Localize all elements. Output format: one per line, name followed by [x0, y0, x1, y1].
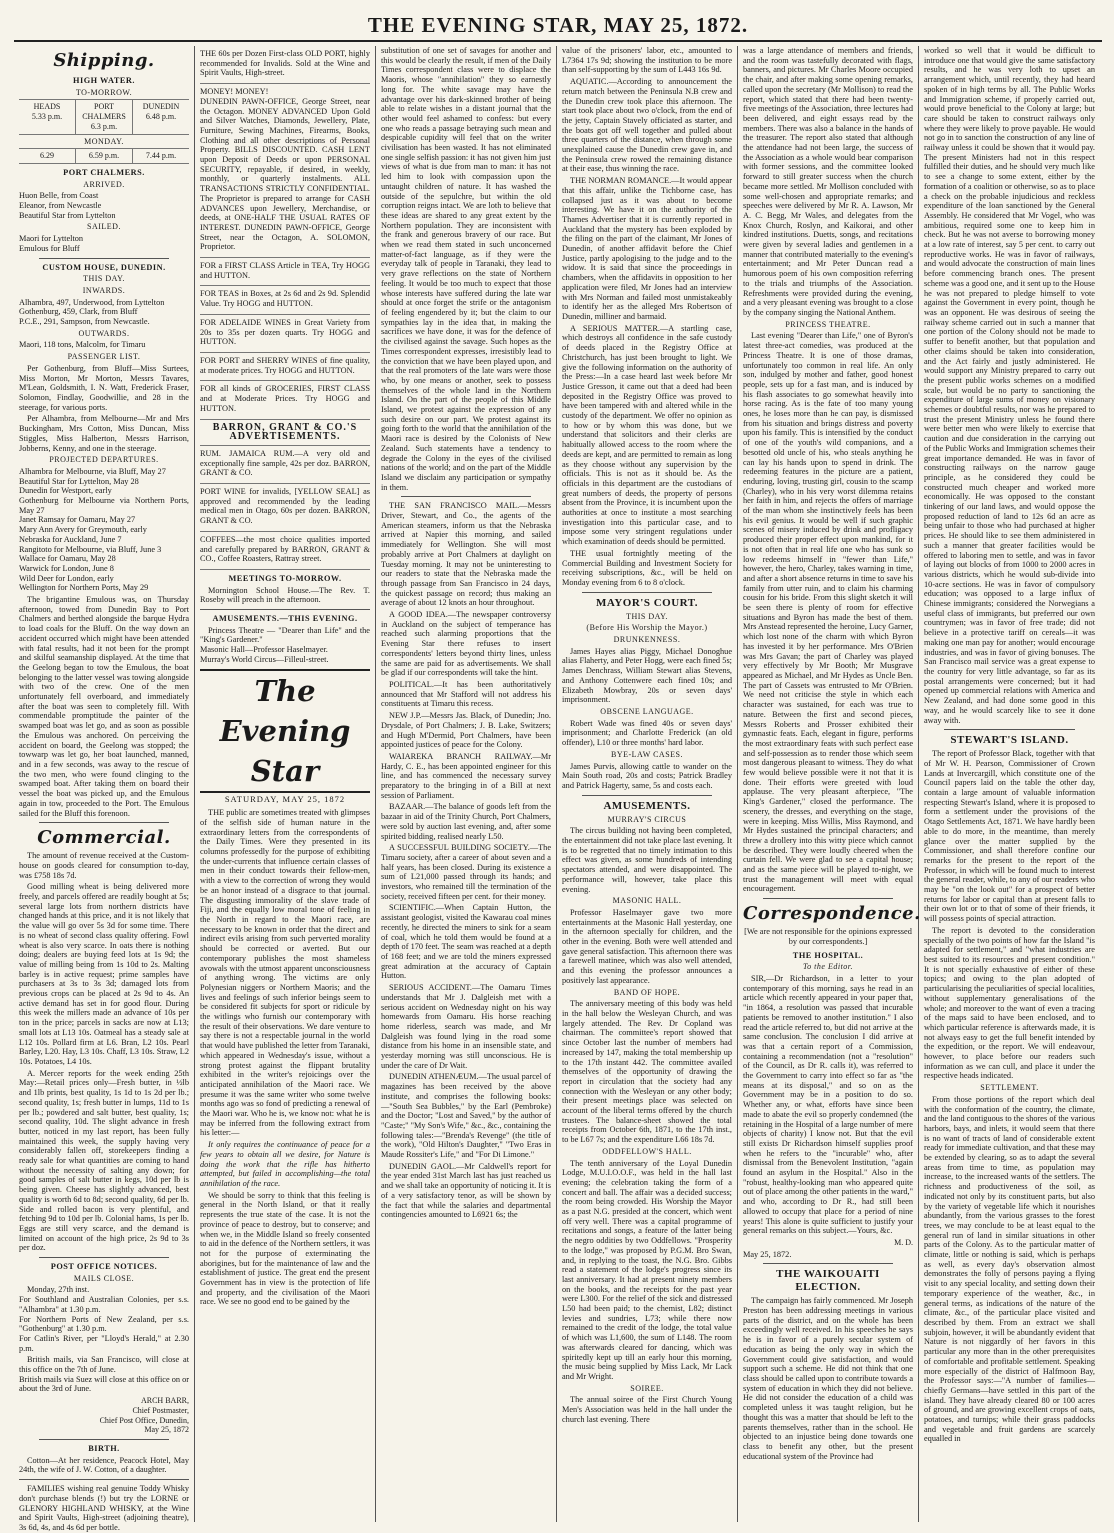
election-paragraph: The campaign has fairly commenced. Mr Joseph Preston has been addressing meetings in various parts of the district, and on the whole has been exceedingly well received. In his speeches he says he is in favor of a purely secular system of education as being the only way in which the Government could give satisfaction, and would support such a scheme. He did not think that one class should be called upon to contribute towards a system of education in which they did not believe. He did not consider the education of a child was completed unless it was taught religion, but he thought this was a matter that should be left to the parents themselves, rather than in the school. He objected to an injustice being done towards one class to benefit any other, but the present educational system of the Province had: [743, 1296, 913, 1461]
advertisement: FOR all kinds of GROCERIES, FIRST CLASS and at Moderate Prices. Try HOGG and HUTTON.: [200, 381, 370, 419]
customs-subheading: THIS DAY.: [83, 274, 125, 284]
birth-heading: BIRTH.: [88, 1444, 120, 1453]
advertisement: FOR PORT and SHERRY WINES of fine quality, at moderate prices. Try HOGG and HUTTON.: [200, 353, 370, 381]
article-paragraph: DUNEDIN ATHENÆUM.—The usual parcel of magazines has been received by the above institute, and comprises the following books:—"South Sea Bubbles," by the Earl (Pembroke) and the Doctor; "Lost and Saved," by the author of "Caste;" "My Son's Wife," &c., &c., containing the following tales:—"Brenda's Revenge" (the title of the work), "Old Hilton's Daughter," "Two Eras in Maude Rossiter's Life," and "For Di Limone.": [381, 1072, 551, 1160]
high-water-subheading: TO-MORROW.: [75, 87, 133, 97]
inwards-heading: INWARDS.: [82, 285, 126, 295]
circus-heading: MURRAY'S CIRCUS: [607, 814, 687, 824]
amusements-section-heading: AMUSEMENTS.: [603, 799, 691, 812]
arrived-list: Huon Belle, from Coast Eleanor, from Newcastle Beautiful Star from Lyttelton: [19, 191, 116, 220]
settlement-paragraph: From those portions of the report which deal with the conformation of the country, the climate, and the land contiguous to the shores of the various harbors, bays, and inlets, it would seem that there is no want of tracts of land of considerable extent ready for immediate cultivation, and that these may be extended by clearing, so as to adapt the several areas from time to time, as population may increase, to the increased wants of the settlers. The richness and productiveness of the soil, as indicated not only by its constituent parts, but also by the variety of vegetable life which it nourishes abundantly, from the various grasses to the forest trees, we may conclude to be at least equal to the general run of land in similar situations in other parts of the Colony. As to the particular matter of climate, little or nothing is said, which is perhaps as well, as every day's observation almost demonstrates the folly of persons paying a flying visit to any special locality, and setting down their temporary experience of the weather, &c., in general terms, as indications of the nature of the climate, &c., of the particular place visited and described by them. From an extract we shall subjoin, however, it will be abundantly evident that Nature is not niggardly of her favors in this particular any more than in the other prerequisites of comfortable and profitable settlement. Speaking more especially of the district of Halfmoon Bay, the Professor says:—"A number of families—chiefly Germans—have settled in this part of the island. They have already cleared 80 or 100 acres of ground, and are growing excellent crops of oats, potatoes, and turnips; while their grass paddocks and vegetable and fruit gardens are scarcely equalled in: [924, 1094, 1095, 1444]
emulous-paragraph: The brigantine Emulous was, on Thursday afternoon, towed from Dunedin Bay to Port Chalmers and berthed alongside the barque Hydra to load coals for the Bluff. On the way down an accident occurred which might have been attended with fatal results, had it not been for the prompt and skilful seamanship displayed. At the time that the Geelong began to tow the Emulous, the boat belonging to the latter vessel was towing alongside with two of the crew. One of the men unfortunately fell overboard, and immediately after the boat was seen to completely fill. With commendable promptitude the painter of the swamped boat was let go, and as soon as possible the Emulous was anchored. On perceiving the accident on board, the Geelong was stopped; the towwarp was let go, her boat launched, manned, and in a few seconds, was away to the rescue of the two men, who were found clinging to the swamped boat. After taking them on board their vessel the boat was picked up, and the Emulous again in tow, proceeded to the Port. The Emulous sailed for the Bluff this forenoon.: [19, 595, 189, 818]
letter-date: May 25, 1872.: [743, 1249, 792, 1259]
post-office-signature: ARCH BARR, Chief Postmaster, Chief Post Office, Dunedin, May 25, 1872: [99, 1396, 189, 1435]
outwards-heading: OUTWARDS.: [78, 328, 130, 338]
amusements-heading: AMUSEMENTS.—THIS EVENING.: [212, 614, 358, 624]
article-paragraph: substitution of one set of savages for another and this would be clearly the result, if men of the Daily Times correspondent class were to displace the Maoris, whose "annihilation" they so earnestly long for. The white savage may have the advantage over his dark-skinned brother of being able to relate wishes in a distant journal that the other would feel ashamed to confess: but every one who reads a passage betraying such mean and despicable cupidity will feel that on the writer civilisation has been wasted. It has not eliminated one single selfish passion: it has not given him just views of what is due from man to man: it has not led him to look with compassion upon the untaught children of nature. It has washed the outside of the sepulchre, but within the old corruption reigns intact. We are loth to believe that these ideas are shared to any great extent by the Northern population. They are inconsistent with the frank and generous bravery of our race. But when we read them stated in such unconcerned matter-of-fact language, as if they were the everyday talk of people in Taranaki, they lead to very grave reflections on the state of Northern feeling. It would be too much to expect that those whose interests have suffered during the late war should at once forget the strife or the antagonism of feeling engendered by it; but the claim to our sympathies lay in the idea that, in making the sacrifices we have done, it was for the defence of the civilised against the savage. Such hopes as the Times correspondent expresses, irresistibly lead to the conviction that we have been played upon, and that the real promoters of the late wars were those who, by one means or another, seek to possess themselves of the whole land in the Northern Island. On the part of the people of this Middle Island, we protest against the expression of any such desire on our part. We protest against its going forth to the world that the annihilation of the Maori race is desired by the Colonists of New Zealand. Such statements have a tendency to degrade the Colony in the eyes of the civilised nations of the world; and on the part of the Middle Island we disclaim any participation or sympathy in them.: [381, 46, 551, 492]
article-paragraph: A GOOD IDEA.—The newspaper controversy in Auckland on the subject of temperance has reached such alarming proportions that the Evening Star there refuses to insert correspondents' letters beyond thirty lines, unless the same are paid for as advertisements. We shall be glad if our correspondents will take the hint.: [381, 610, 551, 678]
article-paragraph: POLITICAL.—It has been authoritatively announced that Mr Stafford will not address his constituents at Timaru this recess.: [381, 680, 551, 709]
tide-table: [19, 99, 189, 134]
advertisement: FOR a FIRST CLASS Article in TEA, Try HOGG and HUTTON.: [200, 258, 370, 286]
hospital-heading: THE HOSPITAL.: [792, 950, 864, 960]
article-paragraph: THE SAN FRANCISCO MAIL.—Messrs Driver, Stewart, and Co., the agents of the American steamers, inform us that the Nebraska arrived at Napier this morning, and sailed immediately for Wellington. She will most probably arrive at Port Chalmers at daylight on Tuesday morning. It may not be uninteresting to our readers to state that the Nebraska made the through passage from San Francisco in 24 days, the quickest passage on record; thus making an average of about 12 knots an hour throughout.: [381, 501, 551, 608]
article-paragraph: THE usual fortnightly meeting of the Commercial Building and Investment Society for receiving subscriptions, &c., will be held on Monday evening from 6 to 8 o'clock.: [562, 548, 732, 587]
theatre-paragraph: Last evening "Dearer than Life," one of Byron's latest three-act comedies, was produced at the Princess Theatre. It is one of those dramas, unfortunately too common in real life. An only son, indulged by mother and father, good honest people, sets up for a fast man, and is induced by his flash associates to go somewhat heavily into horse racing. As is the fate of too many young ones, he loses more than he can pay, is dismissed from his situation and brings distress and poverty upon his family. This is intensified by the conduct of one of the youth's wild companions, and a besotted old uncle of his, who steals anything he can lay his hands upon to spend in drink. The redeeming features in the picture are a patient, enduring, loving, trusting girl, cousin to the scamp (Charley), who in his very worst dilemma retains her faith in him, and rejects the offers of marriage of the man whom she instinctively feels has been his evil genius. It would be well if such graphic scenes of misery induced by drink and profligacy produced their proper effect upon mankind, for it is not often that in real life one who has sunk so low redeems himself in "fewer than Life," however, the hero, Charley, takes warning in time, and after a short absence returns in time to save his family from utter ruin, and to claim his charming cousin for his bride. From this slight sketch it will be seen there is plenty of room for effective situations and Byron has made the best of them. Mrs Anstead represented the heroine, Lucy Garner, which lost none of the charm with which Byron has invested it by her performance. Mrs O'Brien was Mrs Gavan; the part of Charley was played very effectively by Mr Booth; Mr Musgrave appeared as Michael, and Mr Hydes as Uncle Ben. The part of Cassets was entrusted to Mr O'Brien. We need not criticise the style in which each character was sustained, for each was true to nature. Between the first and second pieces, Messrs Roberts and Prosser exhibited their gymnastic feats. Each, elegant in figure, performs the most extraordinary feats with such perfect ease and self-possession as to render those which seem most dangerous pleasant to witness. They do what few would believe possible were it not that it is done. Their efforts were greeted with loud applause. The very pleasant afterpiece, "The King's Gardener," closed the performance. The scenery, the dresses, and everything on the stage, were in keeping. Miss Willis, Miss Raymond, and Mr Hydes sustained the principal characters; and threw a drollery into this witty piece which cannot be described. They were loudly cheered when the curtain fell. We were glad to see a capital house; and as the same piece will be played to-night, we trust the management will meet with equal encouragement.: [743, 331, 913, 894]
court-paragraph: James Hayes alias Piggy, Michael Donoghue alias Flaherty, and Peter Hogg, were each fined 5s; James Denchrass, William Stewart alias Stevens, and Anthony Cottenwere each fined 10s; and Elizabeth Mowbray, 20s or seven days' imprisonment.: [562, 646, 732, 705]
masonic-heading: MASONIC HALL.: [612, 896, 682, 906]
sailed-list: Maori for Lyttelton Emulous for Bluff: [19, 234, 84, 253]
arrived-heading: ARRIVED.: [83, 179, 125, 189]
amusements-text: Princess Theatre — "Dearer than Life" and the "King's Gardener." Masonic Hall—Professor Haselmayer. Murray's World Circus—Filleul-street.: [200, 625, 370, 664]
advertisement: COFFEES—the most choice qualities imported and carefully prepared by BARRON, GRANT & CO., Coffee Roasters, Rattray street.: [200, 532, 370, 570]
column-1: [14, 46, 195, 1532]
amusement-paragraph: The annual soiree of the First Church Young Men's Association was held in the hall under the church last evening. There: [562, 1395, 732, 1424]
column-2: [195, 46, 376, 1522]
dateline: SATURDAY, MAY 25, 1872: [224, 793, 346, 804]
tide-cell: 6.29: [40, 151, 54, 161]
projected-heading: PROJECTED DEPARTURES.: [49, 455, 159, 465]
letter-paragraph: SIR,—Dr Richardson, in a letter to your contemporary of this morning, says he read in an article which recently appeared in your paper that, "in 1864, a resolution was passed that incurable patients be removed to another institution." I also read the article referred to, but did not arrive at the same conclusion. The conclusion I did arrive at was that a certain report of a Commission, containing a recommendation (not a "resolution" of the Council, as Dr R. calls it), was referred to the Government to carry into effect so far as "the means at its disposal," and so on as the Government may be in a position to do so. Whether any, or what, efforts have since been made to abate the evil so properly condemned (the retaining in the Hospital of a large number of mere objects of charity) I know not. But that the evil still exists Dr Richardson himself supplies proof when he refers to the "incurable" who, after dismissal from the Benevolent Institution, "again found an asylum in the Hospital." Also in the "robust, healthy-looking man who appeared quite out of place among the other patients in the ward," and who, according to Dr R., had still been allowed to occupy that place for a period of nine years! This alone is quite sufficient to justify your general remarks on this subject.—Yours, &c.: [743, 973, 913, 1236]
court-paragraph: Robert Wade was fined 40s or seven days' imprisonment; and Charlotte Frederick (an old offender), L10 or three months' hard labor.: [562, 718, 732, 748]
stewarts-island-heading: STEWART'S ISLAND.: [950, 734, 1069, 747]
drunkenness-heading: DRUNKENNESS.: [613, 635, 681, 645]
families-advertisement: FAMILIES wishing real genuine Toddy Whisky don't purchase blends (!) but try the LORNE or GLENORY HIGHLAND WHISKY, at the Wine and Spirit Vaults, High-street (adjoining theatre), 3s 6d, 4s, and 4s 6d per bottle.: [19, 1484, 189, 1532]
amusement-paragraph: The circus building not having been completed, the entertainment did not take place last evening. It is to be regretted that no timely intimation to this effect was given, as some hundreds of intending spectators attended, and were disappointed. The performance will, however, take place this evening.: [562, 826, 732, 894]
leader-paragraph: THE public are sometimes treated with glimpses of the selfish side of human nature in the extraordinary letters from the correspondents of the Daily Times. Were they presented in its columns professedly for the purpose of exhibiting the under-currents that influence certain classes of men in their conduct towards their fellow-men, with a view to the correction of wrong they would be an honor instead of a disgrace to that journal. The disgusting immorality of the slave trade of Fiji, and the equally low moral tone of feeling in the North in regard to the Maori race, are necessary to be known in order that the direct and indirect evils arising from such perverted morality should be corrected or averted. But our contemporary publishes the most shameless avowals with the utmost apparent unconsciousness of anything wrong. The victims are only Polynesian niggers or Northern Maoris; and the lives and feelings of such inferior beings seem to be considered fit subjects for sport or ridicule by the witlings who furnish our contemporary with the result of their observations. We dare venture to say there is not a respectable journal in the world that would have published the letter from Taranaki, which appeared in Wednesday's issue, without a strong protest against the flippant brutality exhibited in the writer's rejoicings over the anticipated annihilation of the Maori race. We presume it was the same writer who some twelve months ago was so fond of predicting a renewal of the Maori war. Who he is, we know not: what he is may be inferred from the following extract from his letter:—: [200, 808, 370, 1138]
columns: [14, 46, 1102, 1532]
customs-heading: CUSTOM HOUSE, DUNEDIN.: [42, 262, 166, 272]
oddfellows-heading: ODDFELLOW'S HALL.: [602, 1146, 692, 1156]
high-water-heading: HIGH WATER.: [73, 76, 135, 85]
court-subheading: THIS DAY.: [626, 611, 668, 621]
commercial-paragraph: The amount of revenue received at the Custom-house on goods cleared for consumption to-day, was £758 18s 7d.: [19, 851, 189, 880]
advertisement: BARRON, GRANT & CO.'S ADVERTISEMENTS.: [200, 420, 370, 446]
waikouaiti-heading: THE WAIKOUAITI ELECTION.: [776, 1268, 880, 1294]
shipping-heading: Shipping.: [53, 50, 155, 71]
commercial-paragraph: A. Mercer reports for the week ending 25th May:—Retail prices only—Fresh butter, in ½lb and 1lb prints, best quality, 1s 1d to 1s 2d per lb.; second quality, 1s; fresh butter in lumps, 11d to 1s per lb.; powdered and salt butter, best quality, 1s; second quality, 10d. The slight advance in fresh butter, noticed in my last report, has been fully maintained this week, the supply having very considerably fallen off, storekeepers finding a ready sale for what quantities are coming to hand without the necessity of salting any down; for good samples of salt butter in kegs, 10d per lb is being given. Cheese has slightly advanced, best quality is worth 6d to 8d; second quality, 6d per lb. Side and rolled bacon is very plentiful, and fetching 9d to 10d per lb. Colonial hams, 1s per lb. Eggs are still very scarce, and the demand is limited on account of the high price, 2s 9d to 3s per doz.: [19, 1068, 189, 1253]
advertisement: FOR TEAS in Boxes, at 2s 6d and 2s 9d. Splendid Value. Try HOGG and HUTTON.: [200, 286, 370, 314]
passenger-paragraph: Per Alhambra, from Melbourne—Mr and Mrs Buckingham, Mrs Cotton, Miss Duncan, Miss Stiggles, Miss Halberton, Messrs Harrison, Jobberns, Kenny, and one in the steerage.: [19, 414, 189, 453]
settlement-heading: SETTLEMENT.: [980, 1083, 1039, 1093]
article-paragraph: NEW J.P.—Messrs Jas. Black, of Dunedin; Jno. Drysdale, of Port Chalmers; J. B. Lake, Switzers; and Hugh M'Dermid, Port Chalmers, have been appointed justices of peace for the Colony.: [381, 711, 551, 750]
monday-tide-table: [19, 148, 189, 164]
article-paragraph: was a large attendance of members and friends, and the room was tastefully decorated with flags, banners, and pictures. Mr Charles Moore occupied the chair, and after making some opening remarks, called upon the secretary (Mr Mollison) to read the report, which stated that there had been twenty-five meetings of the Association, three lectures had been delivered, and eight essays read by the members. There was also a balance in the hands of the treasurer. The report also stated that although the attendance had not been large, the success of the Association as a whole would bear comparison with former sessions, and the committee looked forward to still greater success when the church became more settled. Mr Mollison concluded with some well-chosen and appropriate remarks; and speeches were delivered by Mr R. A. Lawson, Mr A. C. Begg, Mr Wales, and delegates from the Knox Church, Roslyn, and Kaikorai, and other kindred institutions. Duetts, songs, and recitations were given by several ladies and gentlemen in a manner that contributed materially to the evening's entertainment; and Mr Peter Duncan read a humorous poem of his own composition referring to the trials and triumphs of the Association. Refreshments were provided during the evening, and a very pleasant evening was brought to a close by the company singing the National Anthem.: [743, 46, 913, 317]
passenger-paragraph: Per Gothenburg, from Bluff—Miss Surtees, Miss Morton, Mr Morton, Messrs Tavares, M'Lean, Goldsmith, I. N. Watt, Frederick Fraser, Solomon, Findlay, Goodwillie, and 28 in the steerage, for various ports.: [19, 363, 189, 412]
obscene-heading: OBSCENE LANGUAGE.: [600, 707, 694, 716]
outwards-list: Maori, 118 tons, Malcolm, for Timaru: [19, 340, 146, 350]
article-paragraph: A SUCCESSFUL BUILDING SOCIETY.—The Timaru society, after a career of about seven and a half years, has been closed. During its existence a sum of L21,000 passed through its hands; and investors, who remained till the termination of the society, received fifteen per cent. for their money.: [381, 843, 551, 901]
soiree-heading: SOIREE.: [630, 1383, 664, 1393]
amusement-paragraph: Professor Haselmayer gave two more entertainments at the Masonic Hall yesterday, one in the afternoon specially for children, and the other in the evening. Both were well attended and gave general satisfaction. This afternoon there was a farewell matinee, which was also well attended, and this evening the professor announces a positively last appearance.: [562, 907, 732, 985]
column-3: [376, 46, 557, 1522]
article-paragraph: SCIENTIFIC.—When Captain Hutton, the assistant geologist, visited the Kawarau coal mines recently, he directed the miners to sink for a seam of coal, which he told them would be found at a depth of 170 feet. The seam was reached at a depth of 168 feet; and we are told the miners expressed great admiration at the accuracy of Captain Hutton.: [381, 903, 551, 981]
article-paragraph: A SERIOUS MATTER.—A startling case, which destroys all confidence in the safe custody of deeds placed in the Registry Office at Christchurch, has just been brought to light. We give the following information on the authority of the Press:—In a case heard last week before Mr Justice Gresson, it came out that a deed had been deposited in the Registry Office was proved to have been tampered with and altered while in the custody of the department. We offer no opinion as to how or by whom this was done, but we understand that solicitors and their clerks are habitually allowed access to the room where the deeds are kept, and are permitted to remain as long as they choose without any supervision by the officials. This is not as it should be. As the officials in this department are the custodians of great numbers of deeds, the property of persons absent from the Province, it is incumbent upon the authorities at once to institute a most searching investigation into this particular case, and to impose some very stringent regulations under which examination of deeds should be permitted.: [562, 323, 732, 547]
post-office-subheading: MAILS CLOSE.: [73, 1273, 135, 1283]
correspondence-heading: Correspondence.: [743, 903, 921, 925]
amusement-paragraph: The tenth anniversary of the Loyal Dunedin Lodge, M.U.I.O.O.F., was held in the hall last evening; the celebration taking the form of a concert and ball. The affair was a decided success; the room being crowded. His Worship the Mayor as a past N.G. presided at the concert, which went off very well. There was a capital programme of recitations and songs, a feature of the latter being the negro oddities by two Oddfellows. "Prosperity to the lodge," was proposed by P.G.M. Bro Swan, and, in replying to the toast, the N.G. Bro. Gibbs read a statement of the lodge's progress since its last anniversary. It had at present ninety members on the books, and the receipts for the past year were L300. For the relief of the sick and distressed L50 had been paid; to the chemist, L82; distinct levies and sundries, L73; while there now remained to the credit of the lodge, the total value of which was L1,600, the sum of L148. The room was afterwards cleared for dancing, which was spiritedly kept up till an early hour this morning, the music being supplied by Miss Lack, Mr Lack and Mr Wright.: [562, 1158, 732, 1381]
tide-cell: HEADS 5.33 p.m.: [31, 102, 63, 122]
article-paragraph: worked so well that it would be difficult to introduce one that would give the same satisfactory results, and he was very loth to upset an arrangement which, until recently, they had heard spoken of in high terms by all. The Public Works and Immigration scheme, if properly carried out, would prove beneficial to the Colony at large; but care should be taken to construct railways only where they were likely to prove payable. He would not go in to sanction the construction of any line of railway unless it could be shown that it would pay. The present Ministers had not in this respect fulfilled their duties, and he should very much like to see a change to some extent, either by the formation of a coalition or otherwise, so as to place a check on the probable injudicious and reckless expenditure of the loan sanctioned by the General Assembly. He considered that Mr Vogel, who was ambitious, required some one to keep him in check. But he was not averse to borrowing money at a low rate of interest, say 5 per cent. to carry out reproductive works. He was in favor of railways, and would advocate the construction of main lines before commencing branch ones. The present scheme was a good one, and it sent up to the House he was not prepared to pledge himself to vote against the Government in every point, though he was an opponent. He was desirous of seeing the railway scheme carried out in such a manner that one portion of the Colony should not be made to suffer to benefit another, but that population and other claims should be taken into consideration, and the Act fairly and justly administered. He would support any Ministry prepared to carry out the present public works schemes on a modified scale, but would be no party to sanctioning the expenditure of large sums of money on visionary schemes or doubtful results, nor was he prepared to trust the present Ministry unless he found there were better men who were likely to exercise that caution and due consideration in the carrying out of the Public Works and Immigration schemes their great importance demanded. He was in favor of constructing railways on the narrow gauge principle, as he considered they could be constructed much cheaper and worked more economically. He was opposed to the constant tinkering of our land laws, and would oppose the proposed reduction of land to 12s 6d an acre as being unfair to those who had purchased at higher prices. He should like to see them administered in such a manner that greater facilities would be offered to laboring men to settle, and was in favor of laying out blocks of from 1000 to 2000 acres in various districts, which he would sub-divide into 10-acre sections. He was in favor of compulsory education; was opposed to a large influx of Chinese immigrants; considered the Norwegians a useful class of immigrants, but preferred our own countrymen; was in favor of free trade; did not believe in a protective tariff on cereals—it was making one man pay for another; would encourage industries, and was in favor of giving bonuses. The San Francisco mail service was a great expense to the country for very little advantage, so far as its postal arrangements were concerned; but it had opened up commercial relations with America and New Zealand, and had done some good in this way, and he would scarcely like to see it done away with.: [924, 46, 1095, 725]
theatre-heading: PRINCESS THEATRE.: [785, 319, 871, 329]
article-paragraph: value of the prisoners' labor, etc., amounted to L7364 17s 9d; showing the institution to be more than self-supporting by the sum of L443 16s 9d.: [562, 46, 732, 75]
birth-notice: Cotton—At her residence, Peacock Hotel, May 24th, the wife of J. W. Cotton, of a daughter.: [19, 1455, 189, 1475]
mayors-court-heading: MAYOR'S COURT.: [596, 596, 698, 609]
correspondence-note: [We are not responsible for the opinions expressed by our correspondents.]: [744, 927, 912, 946]
column-6: [919, 46, 1100, 1522]
commercial-paragraph: Good milling wheat is being delivered more freely, and parcels offered are readily bought at 5s; several large lots from northern districts have changed hands at this price, and it is not likely that the value will go over 5s 3d for some time. There is no wheat of second class quality offering. Fowl wheat is also very scarce. In oats there is nothing doing; dealers are buying feed lots at 1s 9d; the value of milling being from 1s 10d to 2s. Malting barley is in active request; prime samples have purchasers at 3s to 3s 3d; damaged lots from previous crops can be placed at 2s 9d to 4s. An active demand has set in for good flour. During this week the millers made an advance of 10s per ton in the price; parcels in sacks are now at L13; small lots at L13 10s. Oatmeal has a steady sale at L12 10s. Pollard firm at L6. Bran, L2 10s. Pearl Barley, L20. Hay, L3 10s. Chaff, L3 10s. Straw, L2 10s. Potatoes, L4 10s.: [19, 882, 189, 1066]
commercial-heading: Commercial.: [37, 827, 171, 849]
stewart-paragraph: The report of Professor Black, together with that of Mr W. H. Pearson, Commissioner of Crown Lands at Invercargill, which constitute one of the Council papers laid on the table the other day, contain a large amount of valuable information respecting Stewart's Island, where it is proposed to form a settlement under the provisions of the Otago Settlements Act, 1871. We have hardly been able to do more, in the meantime, than merely glance over the matter supplied by the Commissioner, and shall therefore confine our remarks for the present to the report of the Professor, in which will be found much to interest the general reader, while, to any of our readers who may be "on the look out" for a prospect of better returns for labor or capital than at present falls to their own lot or to that of some of their friends, it will possess points of special attraction.: [924, 749, 1095, 924]
sailed-heading: SAILED.: [87, 222, 121, 232]
court-paragraph: James Purvis, allowing cattle to wander on the Main South road, 20s and costs; Patrick Bradley and Patrick Hagerty, same, 5s and costs each.: [562, 761, 732, 790]
article-paragraph: BAZAAR.—The balance of goods left from the bazaar in aid of the Trinity Church, Port Chalmers, were sold by auction last evening, and, after some spirited bidding, realised nearly L50.: [381, 802, 551, 841]
leader-quote: It only requires the continuance of peace for a few years to obtain all we desire, for Nature is doing the work that the rifle has hitherto attempted, but failed in accomplishing—the total annihilation of the race.: [200, 1140, 370, 1188]
stewart-paragraph: The report is devoted to the consideration specially of the two points of how far the Island "is adapted for settlement," and "what industries are best suited to its resources and present condition." It is not specially exhaustive of either of these topics; and owing to the plan adopted of particularising the peculiarities of special localities, without supplementary generalisations of the whole; and moreover to the want of even a tracing of the maps said to have been enclosed, and to which particular reference is afterwards made, it is not always easy to get the full benefit intended by the expedition, or the report. We will endeavour, however, to place before our readers such information as we can cull, and place it under the respective heads indicated.: [924, 925, 1095, 1081]
column-4: [557, 46, 738, 1522]
tide-cell: PORT CHALMERS 6.3 p.m.: [75, 100, 132, 133]
masthead: THE EVENING STAR, MAY 25, 1872.: [14, 10, 1102, 42]
article-paragraph: DUNEDIN GAOL.—Mr Caldwell's report for the year ended 31st March last has just reached us and we shall take an opportunity of noticing it. It is of a very satisfactory tenor, as will be shown by the fact that while the salaries and departmental contingencies amounted to L6921 6s; the: [381, 1161, 551, 1220]
article-paragraph: SERIOUS ACCIDENT.—The Oamaru Times understands that Mr J. Dalgleish met with a serious accident on Wednesday night on his way homewards from Oamaru. His horse reaching home riderless, search was made, and Mr Dalgleish was found lying in the road some distance from his home in an insensible state, and yesterday morning was still unconscious. He is under the care of Dr Wait.: [381, 983, 551, 1070]
inwards-list: Alhambra, 497, Underwood, from Lyttelton Gothenburg, 459, Clark, from Bluff P.C.E., 291, Sampson, from Newcastle.: [19, 297, 165, 327]
tide-cell: DUNEDIN 6.48 p.m.: [132, 100, 189, 133]
leader-paragraph: We should be sorry to think that this feeling is general in the North Island, or that it really represents the true state of the case. It is not the province of peace to destroy, but to conserve; and when we, in the Middle Island so freely consented to aid in the defence of the Northern settlers, it was not for the purpose of exterminating the aborigines, but for the maintenance of law and the establishment of justice. The great end the present Government has in view is the protection of life and property, and the civilisation of the Maori race. We see no good end to be gained by the: [200, 1190, 370, 1307]
port-chalmers-heading: PORT CHALMERS.: [63, 167, 145, 177]
advertisement: FOR ADELAIDE WINES in Great Variety from 20s to 35s per dozen quarts. Try HOGG and HUTTON.: [200, 315, 370, 353]
advertisement: MONEY! MONEY! DUNEDIN PAWN-OFFICE, George Street, near the Octagon. MONEY ADVANCED Upon Gold and Silver Watches, Diamonds, Jewellery, Plate, Furniture, Sewing Machines, Firearms, Books, Clothing and all other descriptions of Personal Property. BILLS DISCOUNTED. CASH LENT upon Deposit of Deeds or upon PERSONAL SECURITY, repayable, if desired, in weekly, monthly, or quarterly instalments. ALL TRANSACTIONS STRICTLY CONFIDENTIAL. The Proprietor is prepared to arrange for CASH ADVANCES upon Jewellery, Merchandise, or deeds, at ONE-HALF THE USUAL RATES OF INTEREST. DUNEDIN PAWN-OFFICE, George Street, near the Octagon, A. SOLOMON, Proprietor.: [200, 84, 370, 258]
post-office-paragraph: Monday, 27th inst. For Southland and Australian Colonies, per s.s. "Alhambra" at 1.30 p.m. For Northern Ports of New Zealand, per s.s. "Gothenburg" at 1.30 p.m. For Catlin's River, per "Lloyd's Herald," at 2.30 p.m.: [19, 1285, 189, 1353]
court-subheading: (Before His Worship the Mayor.): [586, 623, 708, 633]
advertisement: RUM. JAMAICA RUM.—A very old and exceptionally fine sample, 42s per doz. BARRON, GRANT & CO.: [200, 446, 370, 484]
advertisement: THE 60s per Dozen First-class OLD PORT, highly recommended for Invalids. Sold at the Wine and Spirit Vaults, High-street.: [200, 46, 370, 84]
passenger-heading: PASSENGER LIST.: [67, 352, 141, 362]
nameplate: The Evening Star: [200, 669, 370, 793]
advertisement: PORT WINE for invalids, [YELLOW SEAL] as approved and recommended by the leading medical men in Otago, 60s per dozen. BARRON, GRANT & CO.: [200, 484, 370, 532]
to-the-editor: To the Editor.: [802, 962, 854, 972]
article-paragraph: AQUATIC.—According to announcement the return match between the Peninsula N.B crew and the Dunedin crew took place this afternoon. The start took place about two o'clock, from the end of the jetty, Captain Stavely officiated as starter, and the boats got off well together and pulled about three quarters of the distance, when through some unexplained cause the Dunedin crew gave in, and the Peninsula crew rowed the remaining distance at their ease, thus winning the race.: [562, 77, 732, 174]
tide-cell: 6.59 p.m.: [75, 149, 132, 163]
letter-signature: M. D.: [894, 1237, 913, 1247]
amusement-paragraph: The anniversary meeting of this body was held in the hall below the Wesleyan Church, and was largely attended. The Rev. Dr Copland was chairman. The committee's report showed that since October last the number of members had increased by 147, making the total membership up to the 17th instant 442. The committee availed themselves of the opportunity of drawing the report in circulation that the society had any connection with the Wesleyan or any other body; their present meetings place was selected on account of the liberal terms offered by the church trustees. The balance-sheet showed the total receipts from October 6th, 1871, to the 17th inst., to be L67 7s; and the expenditure L66 18s 7d.: [562, 999, 732, 1145]
band-of-hope-heading: BAND OF HOPE.: [613, 987, 681, 997]
article-paragraph: THE NORMAN ROMANCE.—It would appear that this affair, unlike the Tichborne case, has collapsed just as it was about to become interesting. We have it on the authority of the Thames Advertiser that it is currently reported in Auckland that the mystery has been exploded by the filing on the part of the claimant, Mr Jones of Dunedin, of another affidavit before the Chief Justice, partly apologising to the judge and to the widow. It is said that since the proceedings in chambers, when the affidavits in opposition to her application were filed, Mr Jones had an interview with Mrs Norman and failed most unmistakeably to identify her as the alleged Mrs Robertson of Dunedin, milliner and barmaid.: [562, 176, 732, 321]
tide-cell: 7.44 p.m.: [132, 149, 189, 163]
projected-list: Alhambra for Melbourne, via Bluff, May 27 Beautiful Star for Lyttelton, May 28 Dunedin for Westport, early Gothenburg for Melbourne via Northern Ports, May 27 Janet Ramsay for Oamaru, May 27 Mary Ann Avery for Greymouth, early Nebraska for Auckland, June 7 Rangitoto for Melbourne, via Bluff, June 3 Wallace for Oamaru, May 28 Warwick for London, June 8 Wild Deer for London, early Wellington for Northern Ports, May 29: [19, 466, 189, 593]
monday-label: MONDAY.: [84, 136, 124, 146]
bylaw-heading: BYE-LAW CASES.: [611, 749, 683, 759]
meetings-heading: MEETINGS TO-MORROW.: [228, 573, 342, 583]
article-paragraph: WAIAREKA BRANCH RAILWAY.—Mr Hardy, C. E., has been appointed engineer for this line, and has commenced the necessary survey preparatory to the bringing in of a Bill at next session of Parliament.: [381, 751, 551, 800]
post-office-paragraph: British mails, via San Francisco, will close at this office on the 7th of June. British mails via Suez will close at this office on or about the 3rd of June.: [19, 1355, 189, 1394]
meetings-text: Mornington School House.—The Rev. T. Roseby will preach in the afternoon.: [200, 585, 370, 605]
post-office-heading: POST OFFICE NOTICES.: [50, 1262, 158, 1272]
column-5: [738, 46, 919, 1522]
